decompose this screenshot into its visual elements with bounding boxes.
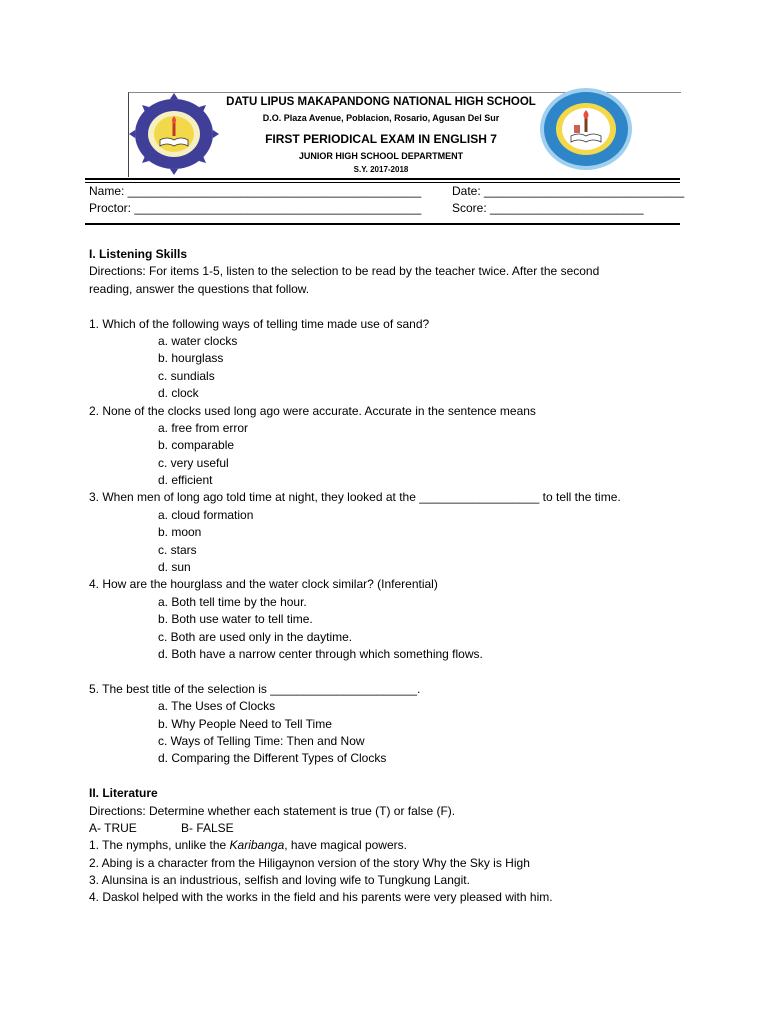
choice[interactable]: b. Both use water to tell time. (158, 612, 313, 627)
school-name: DATU LIPUS MAKAPANDONG NATIONAL HIGH SCHOOL (226, 96, 536, 108)
choice[interactable]: c. Ways of Telling Time: Then and Now (158, 733, 365, 748)
option-true: A- TRUE (89, 820, 137, 835)
choice[interactable]: a. free from error (158, 420, 249, 435)
directions: Directions: For items 1-5, listen to the selection to be read by the teacher twice. After the second (89, 264, 600, 279)
choice[interactable]: a. water clocks (158, 333, 238, 348)
choice[interactable]: a. cloud formation (158, 507, 254, 522)
choice[interactable]: d. sun (158, 560, 191, 575)
choice[interactable]: b. moon (158, 525, 202, 540)
question: 5. The best title of the selection is ______________________. (89, 681, 421, 696)
choice[interactable]: b. comparable (158, 438, 235, 453)
statement: 4. Daskol helped with the works in the field and his parents were very pleased with him. (89, 890, 553, 905)
fields-divider (85, 223, 680, 225)
header-text (226, 94, 536, 176)
choice[interactable]: b. hourglass (158, 351, 224, 366)
choice[interactable]: d. efficient (158, 473, 213, 488)
department: JUNIOR HIGH SCHOOL DEPARTMENT (298, 151, 464, 161)
statement-italic: Karibanga (229, 838, 285, 853)
choice[interactable]: b. Why People Need to Tell Time (158, 716, 332, 731)
question: 2. None of the clocks used long ago were accurate. Accurate in the sentence means (89, 403, 536, 418)
school-seal-right-icon (538, 86, 634, 172)
section-title: I. Listening Skills (89, 247, 188, 261)
score-field[interactable]: Score: _______________________ (452, 201, 644, 215)
choice[interactable]: c. sundials (158, 368, 215, 383)
proctor-field[interactable]: Proctor: ___________________________________________ (89, 201, 422, 215)
statement: 3. Alunsina is an industrious, selfish and loving wife to Tungkung Langit. (89, 873, 470, 888)
exam-title: FIRST PERIODICAL EXAM IN ENGLISH 7 (265, 132, 497, 146)
choice[interactable]: c. stars (158, 542, 197, 557)
name-field[interactable]: Name: ____________________________________________ (89, 184, 422, 198)
question: 3. When men of long ago told time at night, they looked at the __________________ to tell the time. (89, 490, 621, 505)
option-false: B- FALSE (181, 820, 234, 835)
statement (89, 837, 729, 854)
choice[interactable]: d. Both have a narrow center through which something flows. (158, 646, 483, 661)
choice[interactable]: a. Both tell time by the hour. (158, 594, 307, 609)
school-seal-left-icon (128, 93, 220, 175)
statement: 2. Abing is a character from the Hiligaynon version of the story Why the Sky is High (89, 855, 530, 870)
directions: Directions: Determine whether each statement is true (T) or false (F). (89, 803, 456, 818)
exam-body (89, 246, 729, 907)
statement-text: 1. The nymphs, unlike the (89, 838, 230, 853)
statement-text: , have magical powers. (284, 838, 407, 853)
directions-cont: reading, answer the questions that follow. (89, 281, 310, 296)
question: 4. How are the hourglass and the water clock similar? (Inferential) (89, 577, 438, 592)
choice[interactable]: c. very useful (158, 455, 229, 470)
choice[interactable]: d. Comparing the Different Types of Clocks (158, 751, 387, 766)
choice[interactable]: a. The Uses of Clocks (158, 699, 276, 714)
question: 1. Which of the following ways of telling time made use of sand? (89, 316, 430, 331)
choice[interactable]: c. Both are used only in the daytime. (158, 629, 353, 644)
true-false-legend (89, 820, 729, 837)
choice[interactable]: d. clock (158, 386, 199, 401)
school-address: D.O. Plaza Avenue, Poblacion, Rosario, Agusan Del Sur (262, 113, 500, 123)
header-divider (85, 178, 680, 180)
school-year: S.Y. 2017-2018 (353, 165, 409, 174)
date-field[interactable]: Date: ______________________________ (452, 184, 685, 198)
section-title: II. Literature (89, 786, 158, 801)
